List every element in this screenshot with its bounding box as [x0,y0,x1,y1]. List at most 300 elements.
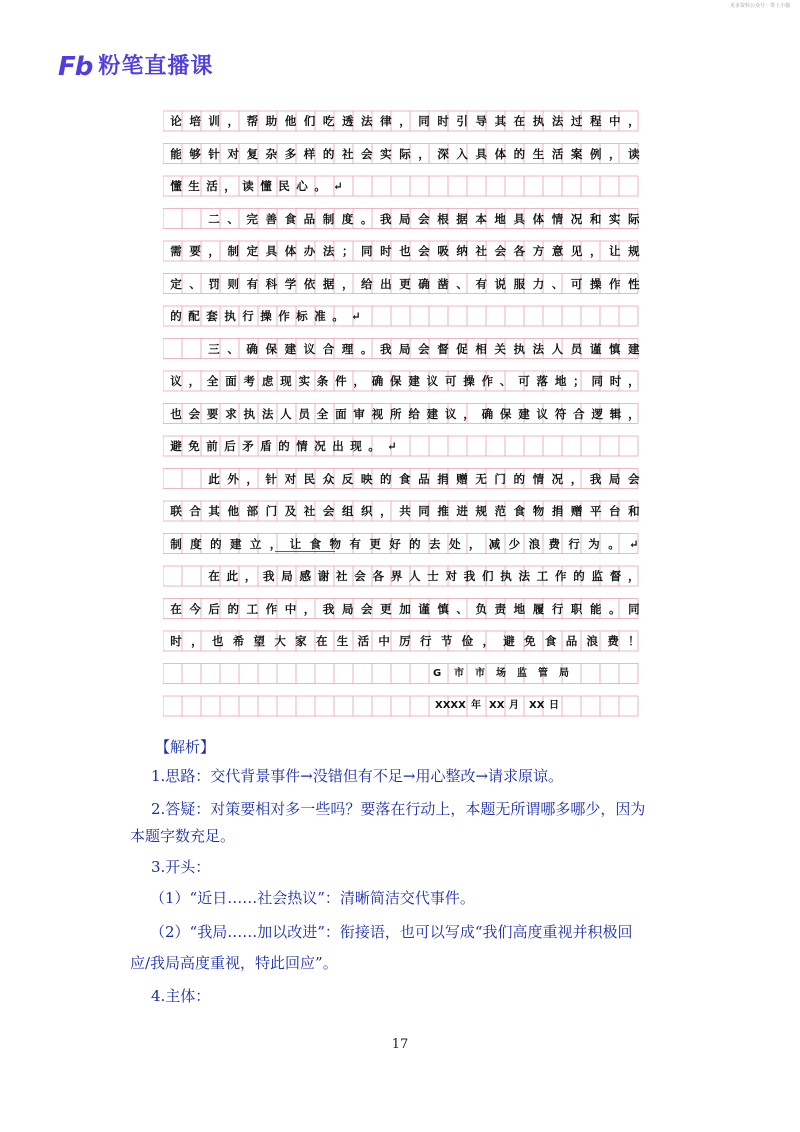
essay-line [205,209,643,229]
essay-char: 局 [399,341,411,356]
essay-char: 虑 [261,374,274,388]
essay-char: 可 [444,374,457,388]
essay-char: 执 [224,309,236,323]
essay-char: 会 [188,406,201,421]
essay-char: 外 [227,471,239,486]
analysis-item: 应/我局高度重视，特此回应”。 [130,954,338,972]
essay-char: 映 [360,471,373,486]
essay-char: 导 [475,114,487,128]
essay-char: 社 [303,504,316,518]
essay-char: 符 [554,406,567,421]
essay-char: 。 [314,179,326,193]
signature-date-part: XX [489,700,505,711]
essay-char: ， [188,374,201,388]
essay-char: 况 [551,471,564,486]
essay-char: ， [418,146,430,161]
essay-char: 生 [532,146,545,161]
essay-char: 活 [206,179,218,193]
essay-char: ， [244,569,257,583]
essay-char: 行 [242,309,254,323]
essay-char: 中 [284,601,297,616]
essay-char: 厉 [399,634,411,648]
essay-char: 执 [513,341,525,356]
essay-char: 在 [170,601,182,616]
essay-char: 训 [208,114,220,128]
essay-char: 界 [390,569,403,583]
essay-char: ， [463,406,475,421]
essay-char: 处 [448,536,461,551]
essay-char: 深 [437,146,449,161]
essay-char: ， [609,146,621,161]
essay-char: 面 [225,374,237,388]
essay-char: 其 [494,114,507,128]
essay-char: ， [380,504,392,518]
essay-char: 时 [380,244,392,258]
essay-char: 会 [627,471,640,486]
essay-char: 懂 [170,179,182,193]
essay-char: 对 [284,471,297,486]
essay-char: 根 [437,211,449,226]
essay-char: 中 [378,634,390,648]
essay-char: ， [628,569,640,583]
essay-line [205,469,643,489]
signature-org-char: 监 [517,667,527,679]
essay-char: 给 [408,406,420,421]
essay-char: 负 [475,601,487,616]
essay-char: ， [482,634,494,648]
essay-char: ↵ [351,309,361,323]
essay-char: 民 [278,179,290,193]
essay-char: 好 [389,536,401,551]
essay-line [167,631,643,651]
analysis-item: 4.主体： [151,987,211,1005]
analysis-item: （2）“我局……加以改进”：衔接语，也可以写成“我们高度重视并积极回 [150,923,633,941]
essay-char: 费 [548,536,560,551]
analysis-item: 1.思路：交代背景事件→没错但有不足→用心整改→请求原谅。 [151,767,564,785]
essay-char: 促 [456,341,468,356]
essay-char: 论 [170,114,182,128]
essay-char: 人 [280,406,292,421]
essay-char: 多 [284,146,297,161]
essay-char: 罚 [208,276,220,291]
essay-char: 要 [189,244,201,258]
essay-char: 具 [475,146,487,161]
essay-char: 社 [475,244,487,258]
essay-char: 对 [445,569,457,583]
essay-char: 在 [208,569,220,583]
essay-char: 工 [536,569,549,583]
essay-char: 的 [513,471,525,486]
essay-char: 帮 [246,114,259,128]
analysis-item: 3.开头： [151,858,211,876]
essay-char: 员 [298,406,310,421]
essay-char: 的 [278,439,290,453]
essay-char: 够 [189,146,201,161]
signature-org-char: 管 [538,667,548,679]
essay-char: 的 [573,569,585,583]
essay-char: 透 [341,114,354,128]
logo-text: 粉笔直播课 [98,54,214,79]
essay-char: 议 [170,374,182,388]
essay-char: 此 [226,569,238,583]
essay-char: 社 [336,569,348,583]
essay-char: 情 [296,439,308,453]
essay-char: 浪 [528,536,541,551]
essay-char: 。 [608,536,620,551]
essay-char: 读 [242,179,254,193]
essay-char: 的 [379,471,392,486]
essay-char: 民 [303,471,316,486]
essay-char: 会 [418,341,430,356]
essay-char: 出 [380,276,392,291]
essay-char: 共 [399,504,411,518]
essay-char: 会 [418,211,430,226]
essay-line [167,371,643,391]
essay-char: 辑 [609,406,622,421]
essay-char: 制 [322,211,335,226]
essay-char: 制 [227,244,239,258]
essay-char: 行 [551,601,564,616]
essay-char: 会 [354,569,366,583]
essay-char: 合 [322,341,335,356]
essay-char: 会 [361,601,373,616]
essay-char: 合 [573,406,585,421]
essay-line [167,111,643,131]
essay-line [167,436,643,456]
page-number: 17 [391,1037,409,1052]
essay-char: 费 [607,634,619,648]
essay-char: 同 [591,374,603,388]
essay-char: 规 [475,504,487,518]
essay-char: 会 [361,146,373,161]
essay-char: 三 [208,341,220,356]
essay-char: 组 [341,504,354,518]
essay-char: 范 [494,504,507,518]
essay-char: 社 [341,146,354,161]
essay-char: 情 [532,471,545,486]
essay-char: 能 [170,146,182,161]
essay-char: 活 [357,634,370,648]
brand-logo [58,54,213,80]
signature-date-part: 月 [509,700,519,711]
essay-line [167,144,643,164]
essay-char: 案 [570,146,583,161]
essay-char: 、 [499,374,512,388]
essay-char: 逻 [591,406,603,421]
essay-char: 方 [532,244,545,258]
essay-char: 今 [189,601,201,616]
essay-char: 地 [554,374,567,388]
essay-char: 求 [225,406,237,421]
essay-char: 例 [589,146,602,161]
essay-char: ， [468,536,481,551]
essay-char: 确 [246,341,258,356]
essay-char: 食 [513,504,526,518]
essay-char: 。 [368,439,380,453]
essay-char: 具 [265,244,278,258]
essay-char: 对 [227,146,239,161]
essay-char: 督 [609,569,622,583]
essay-char: 的 [409,536,421,551]
essay-char: 捐 [437,471,449,486]
essay-char: 面 [335,406,347,421]
essay-char: 意 [551,244,564,258]
essay-char: 法 [518,569,530,583]
essay-char: 谨 [418,601,430,616]
essay-char: 也 [170,406,182,421]
edit-underline [275,551,335,552]
signature-date-part: 年 [471,700,481,711]
essay-char: 在 [315,634,328,648]
essay-char: 套 [206,309,218,323]
essay-char: 懂 [260,179,272,193]
essay-char: 操 [589,276,602,291]
signature-date-part: 日 [549,700,559,711]
essay-char: 议 [444,406,457,421]
essay-char: 况 [570,211,583,226]
essay-char: 减 [488,536,501,551]
essay-char: 中 [609,114,621,128]
essay-char: 工 [246,601,259,616]
essay-line [167,274,643,294]
essay-char: ， [589,244,602,258]
essay-char: 望 [253,634,265,648]
essay-char: 执 [500,569,512,583]
essay-char: 人 [551,341,564,356]
essay-char: 体 [284,244,297,258]
essay-char: 各 [513,244,526,258]
essay-char: 立 [249,536,262,551]
essay-char: 杂 [265,146,278,161]
essay-char: 物 [532,504,545,518]
essay-char: ， [303,601,316,616]
essay-char: 矛 [242,439,254,453]
essay-char: 后 [224,439,236,453]
essay-char: 作 [481,374,494,388]
essay-char: 理 [341,341,354,356]
essay-char: 执 [532,114,545,128]
essay-char: ， [269,536,282,551]
essay-char: 全 [206,374,219,388]
essay-char: 前 [206,439,218,453]
essay-char: 培 [189,114,201,128]
essay-char: 盾 [260,439,272,453]
essay-char: 赠 [570,504,583,518]
essay-char: 我 [589,471,602,486]
essay-char: 更 [380,601,392,616]
essay-char: 会 [322,504,335,518]
essay-char: 落 [536,374,548,388]
essay-char: ， [570,471,583,486]
essay-char: 其 [208,504,220,518]
essay-char: 的 [322,146,335,161]
essay-char: 际 [627,211,640,226]
essay-char: 二 [208,211,220,226]
essay-char: ； [341,244,354,258]
essay-char: 学 [284,276,297,291]
essay-char: ； [573,374,585,388]
essay-char: 推 [437,504,449,518]
essay-char: 律 [380,114,392,128]
essay-char: 定 [246,244,259,258]
essay-char: 反 [341,471,354,486]
essay-char: 我 [263,569,275,583]
essay-char: 我 [322,601,335,616]
essay-char: 、 [189,276,201,291]
essay-char: 们 [482,569,494,583]
essay-char: 责 [494,601,507,616]
essay-char: ， [399,114,411,128]
essay-char: 门 [494,471,506,486]
essay-char: 他 [227,504,239,518]
essay-char: 免 [524,634,536,648]
essay-char: 人 [409,569,421,583]
essay-char: 纳 [456,244,468,258]
essay-char: 确 [418,276,430,291]
essay-char: 众 [322,471,335,486]
essay-char: 慎 [608,341,621,356]
essay-char: 少 [508,536,521,551]
essay-char: 可 [518,374,530,388]
essay-char: 确 [371,374,384,388]
essay-char: 建 [627,341,640,356]
essay-char: 谨 [589,341,602,356]
essay-char: 则 [227,276,239,291]
essay-char: 有 [349,536,361,551]
essay-char: 况 [314,439,326,453]
essay-char: 准 [314,309,326,323]
logo-icon: Fb [58,52,93,82]
essay-char: 制 [170,536,182,551]
analysis-item: 2.答疑：对策要相对多一些吗？要落在行动上，本题无所谓哪多哪少，因为 [151,800,646,818]
essay-char: 建 [518,406,530,421]
essay-char: 凿 [437,276,449,291]
essay-char: 的 [210,536,222,551]
essay-char: 更 [399,276,411,291]
essay-char: 的 [170,309,182,323]
essay-char: ， [628,374,640,388]
essay-char: 生 [336,634,349,648]
essay-char: 建 [284,341,297,356]
essay-line [167,306,643,326]
signature-date-part: XX [529,700,545,711]
signature-org-char: 市 [475,667,485,679]
essay-char: 我 [379,211,392,226]
essay-char: 吃 [322,114,335,128]
essay-char: 完 [246,211,258,226]
essay-char: 可 [570,276,583,291]
essay-char: 更 [369,536,381,551]
essay-char: 节 [440,634,453,648]
essay-line [167,501,643,521]
essay-char: 、 [227,341,239,356]
essay-char: 台 [609,504,621,518]
signature-org-char: G [433,667,442,679]
essay-char: 和 [589,211,602,226]
essay-char: 各 [372,569,384,583]
essay-char: 心 [296,179,308,193]
essay-char: 视 [371,406,384,421]
essay-char: 关 [494,341,506,356]
essay-char: 出 [332,439,344,453]
essay-char: 操 [260,309,272,323]
essay-char: ↵ [333,179,343,193]
analysis-heading: 【解析】 [155,738,216,756]
essay-char: 和 [628,504,640,518]
essay-char: 、 [551,276,564,291]
essay-line [205,339,643,359]
essay-char: 生 [188,179,200,193]
essay-char: 履 [532,601,545,616]
essay-char: 说 [494,276,507,291]
essay-char: 见 [570,244,583,258]
essay-char: 科 [265,276,278,291]
essay-char: 据 [322,276,335,291]
essay-char: ！ [628,634,640,648]
essay-char: 入 [456,146,468,161]
essay-char: 俭 [461,634,474,648]
essay-char: 我 [463,569,476,583]
essay-char: 同 [361,244,373,258]
essay-char: 进 [456,504,468,518]
essay-char: 程 [589,114,602,128]
essay-char: 他 [284,114,297,128]
essay-char: 读 [628,146,640,161]
analysis-item: 本题字数充足。 [130,827,236,845]
essay-char: 现 [280,374,292,388]
essay-char: 针 [265,471,277,486]
essay-char: 。 [609,601,621,616]
essay-char: 品 [418,471,430,486]
essay-char: 无 [475,471,487,486]
essay-char: 操 [463,374,475,388]
essay-char: ， [224,179,236,193]
essay-char: 士 [427,569,439,583]
essay-char: 食 [284,211,297,226]
essay-char: 时 [437,114,449,128]
essay-char: 局 [281,569,293,583]
essay-char: 织 [361,504,373,518]
essay-char: 避 [503,634,515,648]
essay-char: 作 [555,569,567,583]
essay-char: ， [628,114,640,128]
essay-char: 法 [532,341,545,356]
essay-char: 规 [628,244,640,258]
essay-line [205,566,643,586]
essay-char: 局 [341,601,354,616]
essay-char: 所 [390,406,402,421]
essay-line [167,599,643,619]
essay-char: 有 [246,276,259,291]
essay-char: 食 [309,536,322,551]
essay-char: 品 [565,634,578,648]
essay-char: 大 [274,634,286,648]
essay-char: 感 [299,569,311,583]
essay-char: 标 [296,309,308,323]
essay-line [167,404,643,424]
analysis-item: （1）“近日……社会热议”：清晰简洁交代事件。 [150,889,475,907]
essay-char: 会 [418,244,430,258]
essay-char: 们 [303,114,316,128]
essay-char: 食 [544,634,557,648]
essay-char: 执 [243,406,255,421]
essay-char: 合 [189,504,201,518]
essay-char: 监 [591,569,603,583]
essay-char: 针 [208,146,220,161]
essay-char: 部 [246,504,259,518]
essay-char: 浪 [586,634,598,648]
essay-char: 也 [399,244,411,258]
